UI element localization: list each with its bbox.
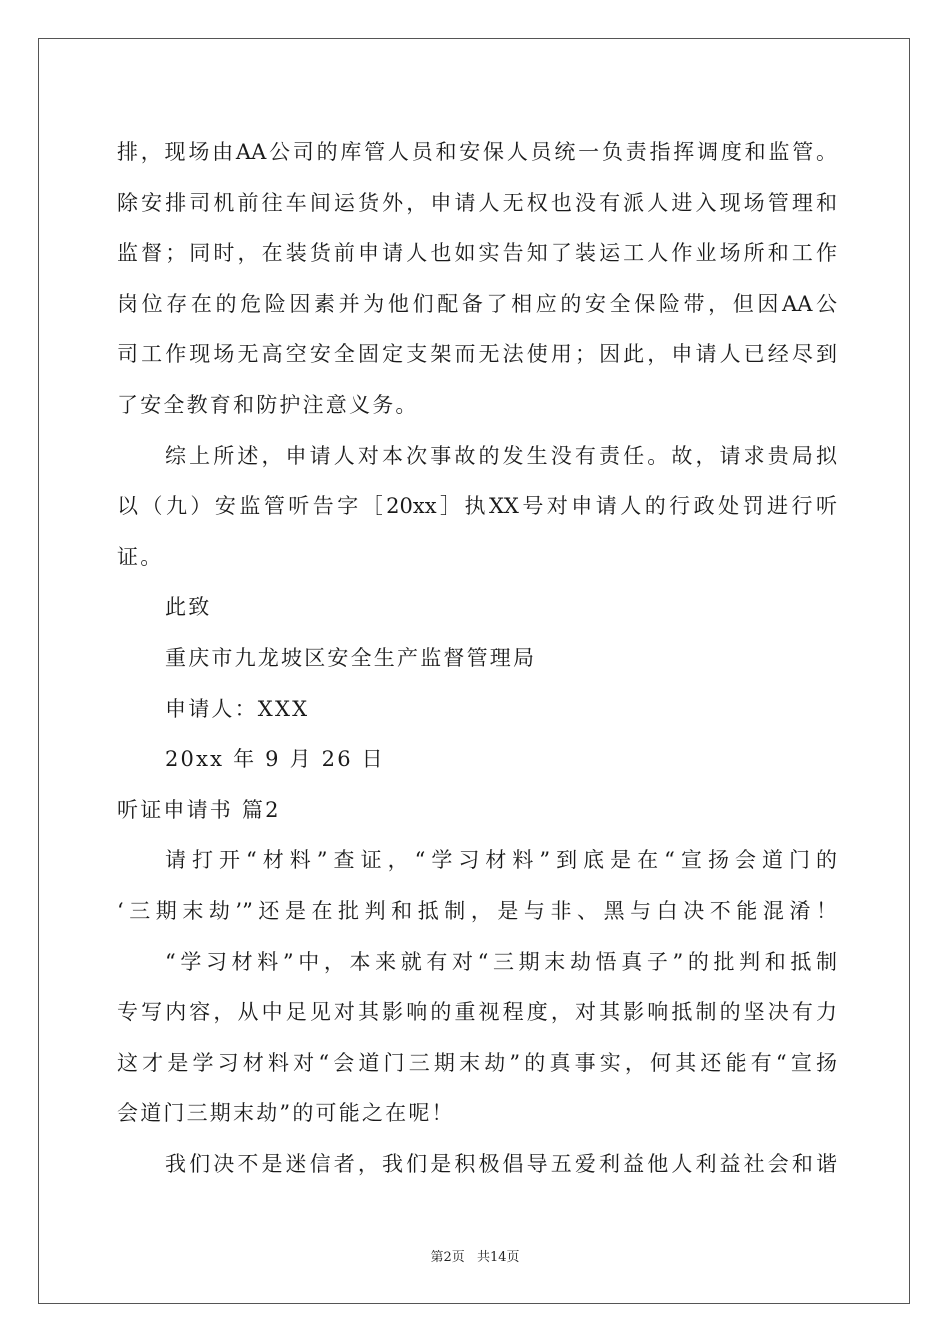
text-line: 会道门三期末劫”的可能之在呢！ <box>117 1101 455 1126</box>
salutation: 此致 <box>165 595 212 620</box>
recipient: 重庆市九龙坡区安全生产监督管理局 <box>165 645 537 670</box>
paragraph-start: “学习材料”中，本来就有对“三期末劫悟真子”的批判和抵制 <box>165 949 837 974</box>
section-title: 听证申请书 篇2 <box>117 797 281 822</box>
page-number: 第2页 <box>430 1250 465 1265</box>
paragraph-start: 请打开“材料”查证，“学习材料”到底是在“宣扬会道门的 <box>165 848 837 873</box>
text-line: 除安排司机前往车间运货外，申请人无权也没有派人进入现场管理和 <box>117 190 837 215</box>
text-line: 排，现场由AA公司的库管人员和安保人员统一负责指挥调度和监管。 <box>117 140 837 164</box>
text-line: 监督；同时，在装货前申请人也如实告知了装运工人作业场所和工作 <box>117 241 837 266</box>
text-line: 证。 <box>117 544 164 569</box>
page-total: 共14页 <box>476 1250 520 1265</box>
text-line: ‘三期末劫’”还是在批判和抵制，是与非、黑与白决不能混淆！ <box>117 898 837 923</box>
paragraph-start: 我们决不是迷信者，我们是积极倡导五爱利益他人利益社会和谐 <box>165 1151 837 1176</box>
paragraph-start: 综上所述，申请人对本次事故的发生没有责任。故，请求贵局拟 <box>165 443 837 468</box>
text-line: 专写内容，从中足见对其影响的重视程度，对其影响抵制的坚决有力 <box>117 1000 837 1025</box>
document-body <box>117 127 837 1189</box>
text-line: 司工作现场无高空安全固定支架而无法使用；因此，申请人已经尽到 <box>117 342 837 367</box>
text-line: 以（九）安监管听告字［20xx］执XX号对申请人的行政处罚进行听 <box>117 494 837 519</box>
text-line: 岗位存在的危险因素并为他们配备了相应的安全保险带，但因AA公 <box>117 291 837 316</box>
text-line: 这才是学习材料对“会道门三期末劫”的真事实，何其还能有“宣扬 <box>117 1050 837 1075</box>
page-footer <box>0 1246 950 1265</box>
text-line: 了安全教育和防护注意义务。 <box>117 392 419 417</box>
applicant: 申请人：XXX <box>165 696 310 721</box>
date: 20xx 年 9 月 26 日 <box>165 747 385 772</box>
